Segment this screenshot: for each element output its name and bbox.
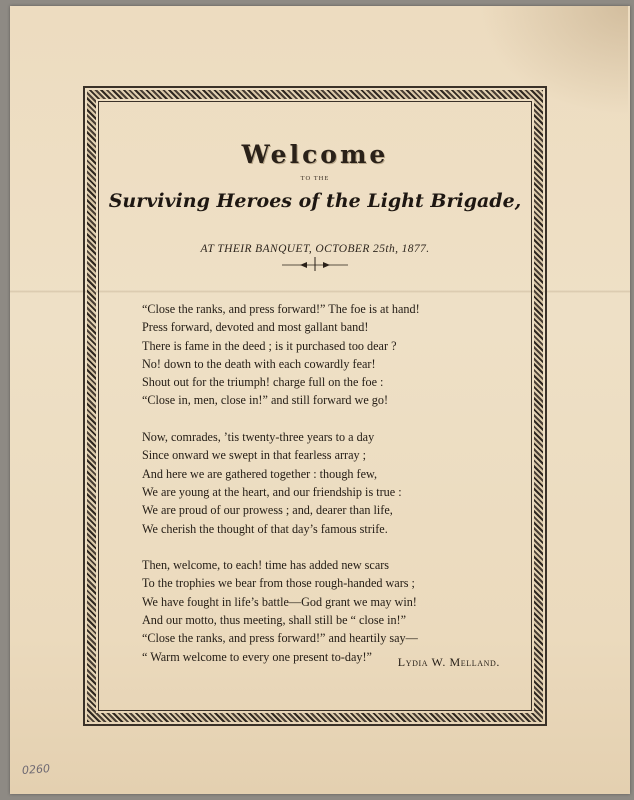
stanza-gap: [142, 538, 532, 556]
document-title: Welcome: [241, 140, 389, 169]
poem-line: We are proud of our prowess ; and, dearer than life,: [142, 503, 393, 518]
poem-line: Press forward, devoted and most gallant band!: [142, 320, 369, 335]
poem-line: “Close in, men, close in!” and still forward we go!: [142, 393, 389, 408]
poem-line: “ Warm welcome to every one present to-day!”: [142, 649, 372, 664]
document-subtitle: Surviving Heroes of the Light Brigade,: [108, 190, 522, 212]
flourish-ornament-icon: [280, 256, 350, 272]
poem-line: Now, comrades, ’tis twenty-three years to a day: [142, 430, 375, 445]
poem-line: We cherish the thought of that day’s famous strife.: [142, 521, 388, 536]
poem-line: We are young at the heart, and our friendship is true :: [142, 484, 402, 499]
poem-line: Shout out for the triumph! charge full on the foe :: [142, 375, 384, 390]
poem-line: No! down to the death with each cowardly fear!: [142, 356, 376, 371]
stanza-3: [142, 556, 532, 666]
title-connector: TO THE: [300, 175, 330, 182]
poem-line: Then, welcome, to each! time has added new scars: [142, 558, 390, 573]
stanza-2: [142, 428, 532, 538]
pencil-catalog-number: 0260: [21, 762, 51, 777]
author-signature: Lydia W. Melland.: [397, 655, 500, 669]
poem-line: Since onward we swept in that fearless array ;: [142, 448, 367, 463]
poem-line: “Close the ranks, and press forward!” The foe is at hand!: [142, 302, 420, 316]
poem-line: We have fought in life’s battle—God grant we may win!: [142, 594, 417, 609]
stanza-gap: [142, 410, 532, 428]
poem-line: There is fame in the deed ; is it purchased too dear ?: [142, 338, 397, 353]
poem-line: And our motto, thus meeting, shall still be “ close in!”: [142, 613, 407, 628]
poem-line: “Close the ranks, and press forward!” and heartily say—: [142, 631, 418, 646]
banquet-date-line: AT THEIR BANQUET, OCTOBER 25th, 1877.: [200, 243, 430, 255]
stanza-1: [142, 300, 532, 410]
poem-line: And here we are gathered together : though few,: [142, 466, 378, 481]
poem-line: To the trophies we bear from those rough-handed wars ;: [142, 576, 415, 591]
poem-body: [142, 300, 532, 666]
